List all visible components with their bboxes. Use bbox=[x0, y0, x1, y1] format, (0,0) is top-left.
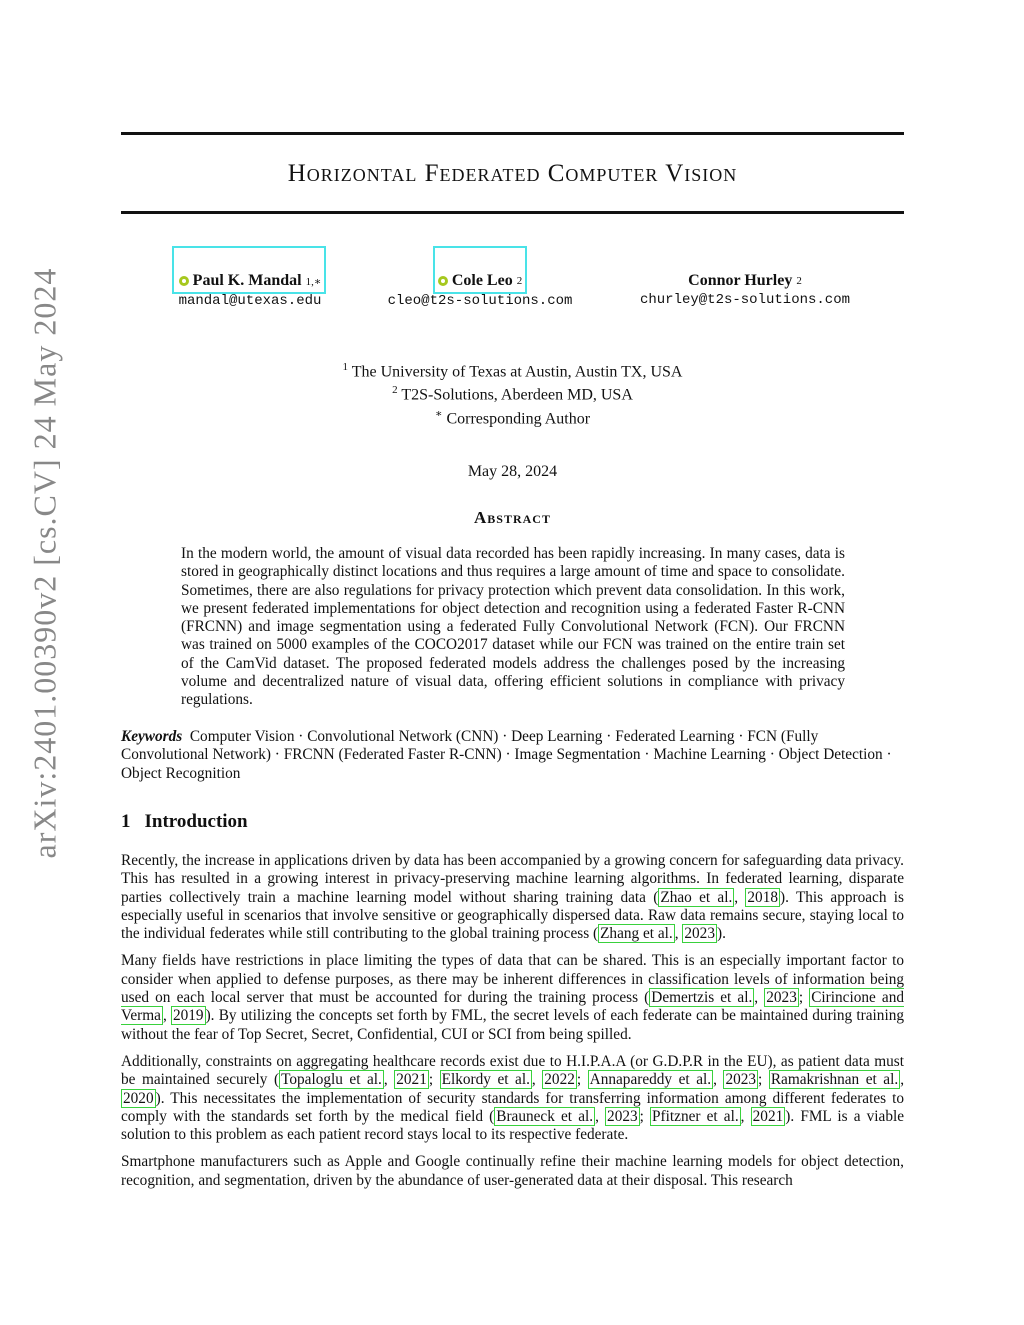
text-run: , bbox=[734, 888, 746, 906]
citation-link[interactable]: 2021 bbox=[752, 1107, 784, 1125]
author-name: Cole Leo bbox=[451, 272, 513, 289]
author-email[interactable]: mandal@utexas.edu bbox=[178, 293, 322, 309]
citation-link[interactable]: 2023 bbox=[725, 1071, 757, 1089]
author-email[interactable]: churley@t2s-solutions.com bbox=[639, 292, 851, 308]
affiliation-marker: 1 bbox=[342, 361, 349, 373]
text-run: , bbox=[595, 1107, 606, 1125]
paragraph: Smartphone manufacturers such as Apple and Google continually refine their machine learning models for object detection, recognition, and segmentation, driven by the abundance of user-generated data at their disposal. This research bbox=[121, 1153, 904, 1189]
affiliation-marker: 2 bbox=[392, 384, 398, 397]
paragraph bbox=[121, 1053, 904, 1144]
orcid-icon[interactable] bbox=[179, 276, 189, 286]
affiliation-text: T2S-Solutions, Aberdeen MD, USA bbox=[401, 386, 633, 404]
section-number: 1 bbox=[121, 811, 131, 832]
citation-link[interactable]: Zhang et al. bbox=[600, 925, 673, 943]
author-name: Connor Hurley bbox=[688, 272, 793, 289]
arxiv-identifier-sidebar: arXiv:2401.00390v2 [cs.CV] 24 May 2024 bbox=[26, 267, 63, 859]
abstract-text: In the modern world, the amount of visual data recorded has been rapidly increasing. In many cases, data is stored in geographically distinct locations and thus requires a large amount of time and space to consolidate. Sometimes, there are also regulations for privacy protection which prevent data consolidation. In this work, we present federated implementations for object detection and recognition using a federated Faster R-CNN (FRCNN) and image segmentation using a federated Fully Convolutional Network (FCN). Our FRCNN was trained on 5000 examples of the COCO2017 dataset while our FCN was trained on the entire train set of the CamVid dataset. The proposed federated models address the challenges posed by the increasing volume and decentralized nature of visual data, offering efficient solutions in compliance with privacy regulations. bbox=[181, 545, 845, 709]
author-name: Paul K. Mandal bbox=[192, 272, 302, 289]
citation-link[interactable]: 2018 bbox=[747, 888, 778, 906]
top-rule bbox=[121, 132, 904, 135]
affiliation-text: Corresponding Author bbox=[446, 409, 591, 427]
affiliations bbox=[121, 358, 904, 428]
author-mandal bbox=[150, 272, 350, 309]
text-run: ). This approach is especially useful in scenarios that involve sensitive or geographically dispersed data. Raw data remains secure, staying local to the individual federates while still contributing to the global training process ( bbox=[121, 888, 904, 943]
section-heading-introduction bbox=[121, 811, 248, 833]
text-run: ). By utilizing the concepts set forth by FML, the secret levels of each federate can be maintained during training without the fear of Top Secret, Secret, Confidential, CUI or SCI from being spilled. bbox=[121, 1007, 904, 1043]
citation-link[interactable]: Annapareddy et al. bbox=[589, 1071, 712, 1089]
text-run: , bbox=[674, 925, 683, 943]
author-email[interactable]: cleo@t2s-solutions.com bbox=[387, 293, 573, 309]
text-run: ; bbox=[639, 1107, 651, 1125]
text-run: , bbox=[740, 1107, 751, 1125]
text-run: ; bbox=[798, 989, 810, 1007]
text-run: ). This necessitates the implementation of security standards for transferring information among different federates to comply with the standards set forth by the medical field ( bbox=[121, 1089, 904, 1125]
text-run: , bbox=[713, 1071, 724, 1089]
author-affiliation-marker: 1,∗ bbox=[305, 275, 322, 288]
affiliation-line bbox=[121, 381, 904, 404]
author-hurley bbox=[620, 272, 870, 308]
text-run: Many fields have restrictions in place limiting the types of data that can be shared. This is an especially important factor to consider when applied to defense purposes, as there may be inherent differences in classification levels of information being used on each local server that must be accounted for during the training process ( bbox=[121, 952, 904, 1007]
publication-date: May 28, 2024 bbox=[467, 463, 558, 480]
citation-link[interactable]: Pfitzner et al. bbox=[652, 1107, 739, 1125]
citation-link[interactable]: Brauneck et al. bbox=[496, 1107, 594, 1125]
citation-link[interactable]: Cirincione and Verma bbox=[121, 989, 904, 1025]
text-run: , bbox=[754, 989, 765, 1007]
keywords-label: Keywords bbox=[121, 728, 183, 745]
text-run: Recently, the increase in applications driven by data has been accompanied by a growing concern for safeguarding data privacy. This has resulted in a growing interest in privacy-preserving machine learning algorithms. In federated learning, disparate parties collectively train a machine learning model without sharing training data ( bbox=[121, 852, 904, 906]
section-title: Introduction bbox=[144, 811, 248, 832]
citation-link[interactable]: Zhao et al. bbox=[660, 888, 733, 906]
text-run: Additionally, constraints on aggregating healthcare records exist due to H.I.P.A.A (or G.D.P.R in the EU), as patient data must be maintained securely ( bbox=[121, 1052, 904, 1089]
text-run: , bbox=[531, 1071, 543, 1089]
text-run: ; bbox=[758, 1071, 769, 1089]
citation-link[interactable]: 2021 bbox=[396, 1071, 427, 1089]
keywords-text: Computer Vision · Convolutional Network (CNN) · Deep Learning · Federated Learning · FCN (Fully Convolutional Network) · FRCNN (Federated Faster R-CNN) · Image Segmentation · Machine Learning · Object Detection · Object Recognition bbox=[121, 728, 892, 782]
author-affiliation-marker: 2 bbox=[516, 275, 523, 287]
citation-link[interactable]: Elkordy et al. bbox=[441, 1071, 530, 1089]
text-run: ). FML is a viable solution to this problem as each patient record stays local to its respective federate. bbox=[121, 1107, 905, 1144]
affiliation-text: The University of Texas at Austin, Austin TX, USA bbox=[351, 363, 683, 381]
citation-link[interactable]: 2022 bbox=[544, 1071, 575, 1089]
affiliation-marker: ∗ bbox=[434, 407, 443, 420]
introduction-body bbox=[121, 852, 904, 1199]
orcid-icon[interactable] bbox=[438, 276, 448, 286]
citation-link[interactable]: Topaloglu et al. bbox=[281, 1071, 382, 1089]
title-bottom-rule bbox=[121, 211, 904, 214]
affiliation-line bbox=[121, 405, 904, 428]
citation-link[interactable]: 2019 bbox=[172, 1007, 204, 1025]
text-run: ). bbox=[716, 925, 726, 943]
text-run: ; bbox=[428, 1071, 440, 1089]
affiliation-line bbox=[121, 358, 904, 381]
paper-title: Horizontal Federated Computer Vision bbox=[287, 160, 738, 187]
text-run: , bbox=[162, 1007, 171, 1025]
author-affiliation-marker: 2 bbox=[796, 275, 802, 287]
text-run: , bbox=[383, 1071, 395, 1089]
citation-link[interactable]: 2023 bbox=[607, 1107, 638, 1125]
citation-link[interactable]: 2023 bbox=[684, 925, 715, 943]
citation-link[interactable]: Ramakrishnan et al. bbox=[770, 1071, 899, 1089]
citation-link[interactable]: 2020 bbox=[123, 1089, 154, 1107]
citation-link[interactable]: 2023 bbox=[766, 989, 797, 1007]
paragraph bbox=[121, 852, 904, 943]
abstract-heading: Abstract bbox=[474, 508, 551, 527]
citation-link[interactable]: Demertzis et al. bbox=[651, 989, 753, 1007]
text-run: , bbox=[900, 1071, 905, 1089]
text-run: ; bbox=[576, 1071, 588, 1089]
keywords bbox=[121, 728, 904, 783]
author-leo bbox=[370, 272, 590, 309]
paragraph bbox=[121, 952, 904, 1043]
